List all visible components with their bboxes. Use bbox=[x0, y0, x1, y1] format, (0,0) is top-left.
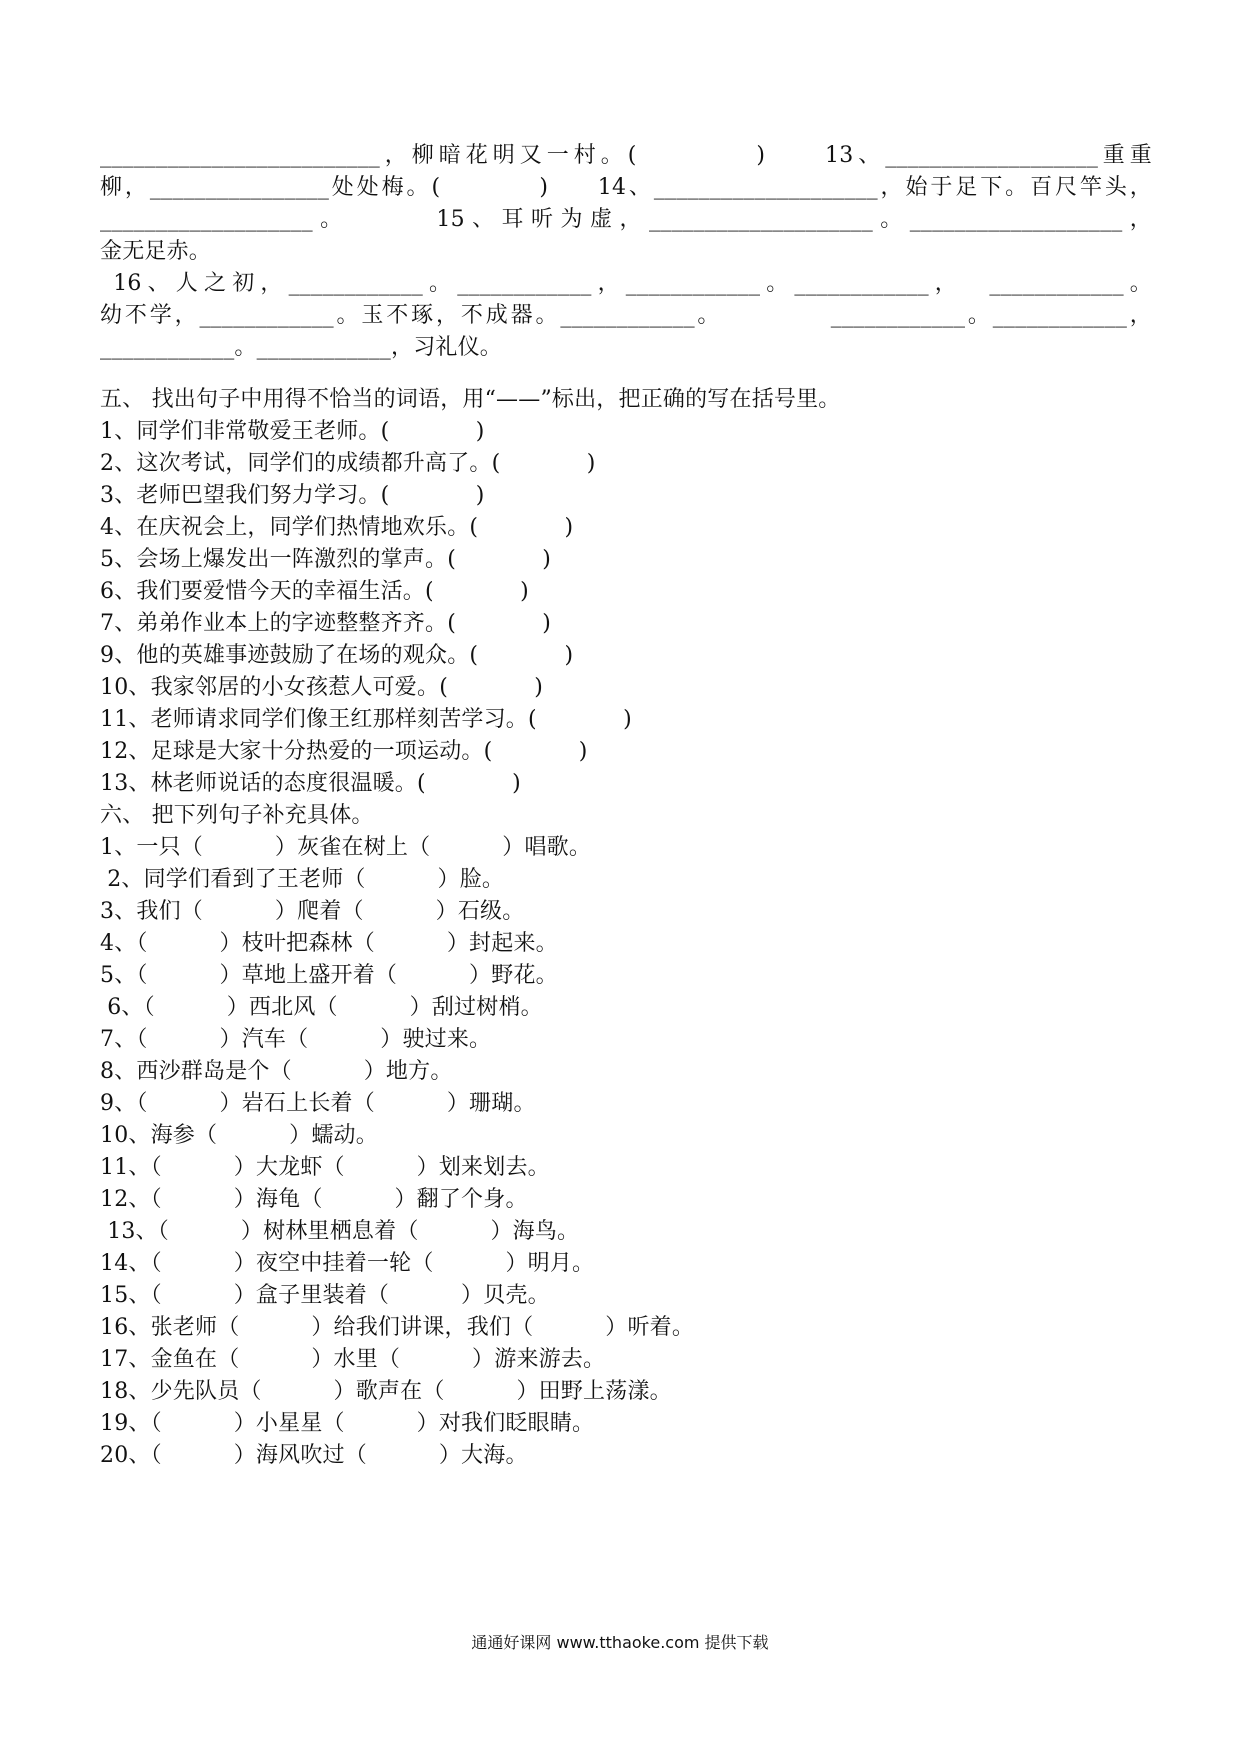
section-five-title: 五、 找出句子中用得不恰当的词语，用“——”标出，把正确的写在括号里。 bbox=[100, 387, 841, 412]
list-item: 3、老师巴望我们努力学习。( ) bbox=[100, 483, 485, 508]
list-item: 4、（ ）枝叶把森林（ ）封起来。 bbox=[100, 931, 558, 956]
list-item: 1、同学们非常敬爱王老师。( ) bbox=[100, 419, 485, 444]
list-item: 15、（ ）盒子里装着（ ）贝壳。 bbox=[100, 1283, 550, 1308]
list-item: 10、海参（ ）蠕动。 bbox=[100, 1123, 378, 1148]
section-six-title: 六、 把下列句子补充具体。 bbox=[100, 803, 374, 828]
poem-line: 16、人之初，____________。____________，____________。____________， ____________。 bbox=[100, 271, 1152, 296]
list-item: 6、我们要爱惜今天的幸福生活。( ) bbox=[100, 579, 529, 604]
list-item: 11、老师请求同学们像王红那样刻苦学习。( ) bbox=[100, 707, 632, 732]
list-item: 9、他的英雄事迹鼓励了在场的观众。( ) bbox=[100, 643, 574, 668]
list-item: 13、林老师说话的态度很温暖。( ) bbox=[100, 771, 521, 796]
list-item: 5、（ ）草地上盛开着（ ）野花。 bbox=[100, 963, 558, 988]
poem-line: 金无足赤。 bbox=[100, 239, 212, 264]
section-six bbox=[100, 800, 1152, 1472]
list-item: 5、会场上爆发出一阵激烈的掌声。( ) bbox=[100, 547, 552, 572]
list-item: 6、（ ）西北风（ ）刮过树梢。 bbox=[100, 995, 543, 1020]
page-footer: 通通好课网 www.tthaoke.com 提供下载 bbox=[471, 1633, 769, 1652]
list-item: 2、这次考试，同学们的成绩都升高了。( ) bbox=[100, 451, 596, 476]
list-item: 12、足球是大家十分热爱的一项运动。( ) bbox=[100, 739, 588, 764]
list-item: 4、在庆祝会上，同学们热情地欢乐。( ) bbox=[100, 515, 574, 540]
list-item: 7、（ ）汽车（ ）驶过来。 bbox=[100, 1027, 492, 1052]
list-item: 11、（ ）大龙虾（ ）划来划去。 bbox=[100, 1155, 550, 1180]
list-item: 2、同学们看到了王老师（ ）脸。 bbox=[100, 867, 505, 892]
list-item: 14、（ ）夜空中挂着一轮（ ）明月。 bbox=[100, 1251, 595, 1276]
list-item: 18、少先队员（ ）歌声在（ ）田野上荡漾。 bbox=[100, 1379, 672, 1404]
list-item: 3、我们（ ）爬着（ ）石级。 bbox=[100, 899, 525, 924]
list-item: 17、金鱼在（ ）水里（ ）游来游去。 bbox=[100, 1347, 606, 1372]
poem-line: ____________。____________，习礼仪。 bbox=[100, 335, 503, 360]
poem-fill-section bbox=[100, 140, 1152, 364]
poem-line: 柳，________________处处梅。( ) 14、____________________，始于足下。百尺竿头， bbox=[100, 175, 1152, 200]
list-item: 1、一只（ ）灰雀在树上（ ）唱歌。 bbox=[100, 835, 592, 860]
list-item: 16、张老师（ ）给我们讲课，我们（ ）听着。 bbox=[100, 1315, 695, 1340]
poem-line: 幼不学，____________。玉不琢，不成器。____________。 ____________。____________， bbox=[100, 303, 1152, 328]
poem-line: ___________________。 15、耳听为虚，____________________。___________________， bbox=[100, 207, 1152, 232]
list-item: 10、我家邻居的小女孩惹人可爱。( ) bbox=[100, 675, 544, 700]
list-item: 19、（ ）小星星（ ）对我们眨眼睛。 bbox=[100, 1411, 595, 1436]
list-item: 9、（ ）岩石上长着（ ）珊瑚。 bbox=[100, 1091, 536, 1116]
list-item: 13、（ ）树林里栖息着（ ）海鸟。 bbox=[100, 1219, 580, 1244]
list-item: 20、（ ）海风吹过（ ）大海。 bbox=[100, 1443, 528, 1468]
poem-line: _________________________，柳暗花明又一村。( ) 13、___________________重重 bbox=[100, 143, 1152, 168]
list-item: 8、西沙群岛是个（ ）地方。 bbox=[100, 1059, 453, 1084]
section-five bbox=[100, 384, 1152, 800]
list-item: 12、（ ）海龟（ ）翻了个身。 bbox=[100, 1187, 528, 1212]
list-item: 7、弟弟作业本上的字迹整整齐齐。( ) bbox=[100, 611, 552, 636]
